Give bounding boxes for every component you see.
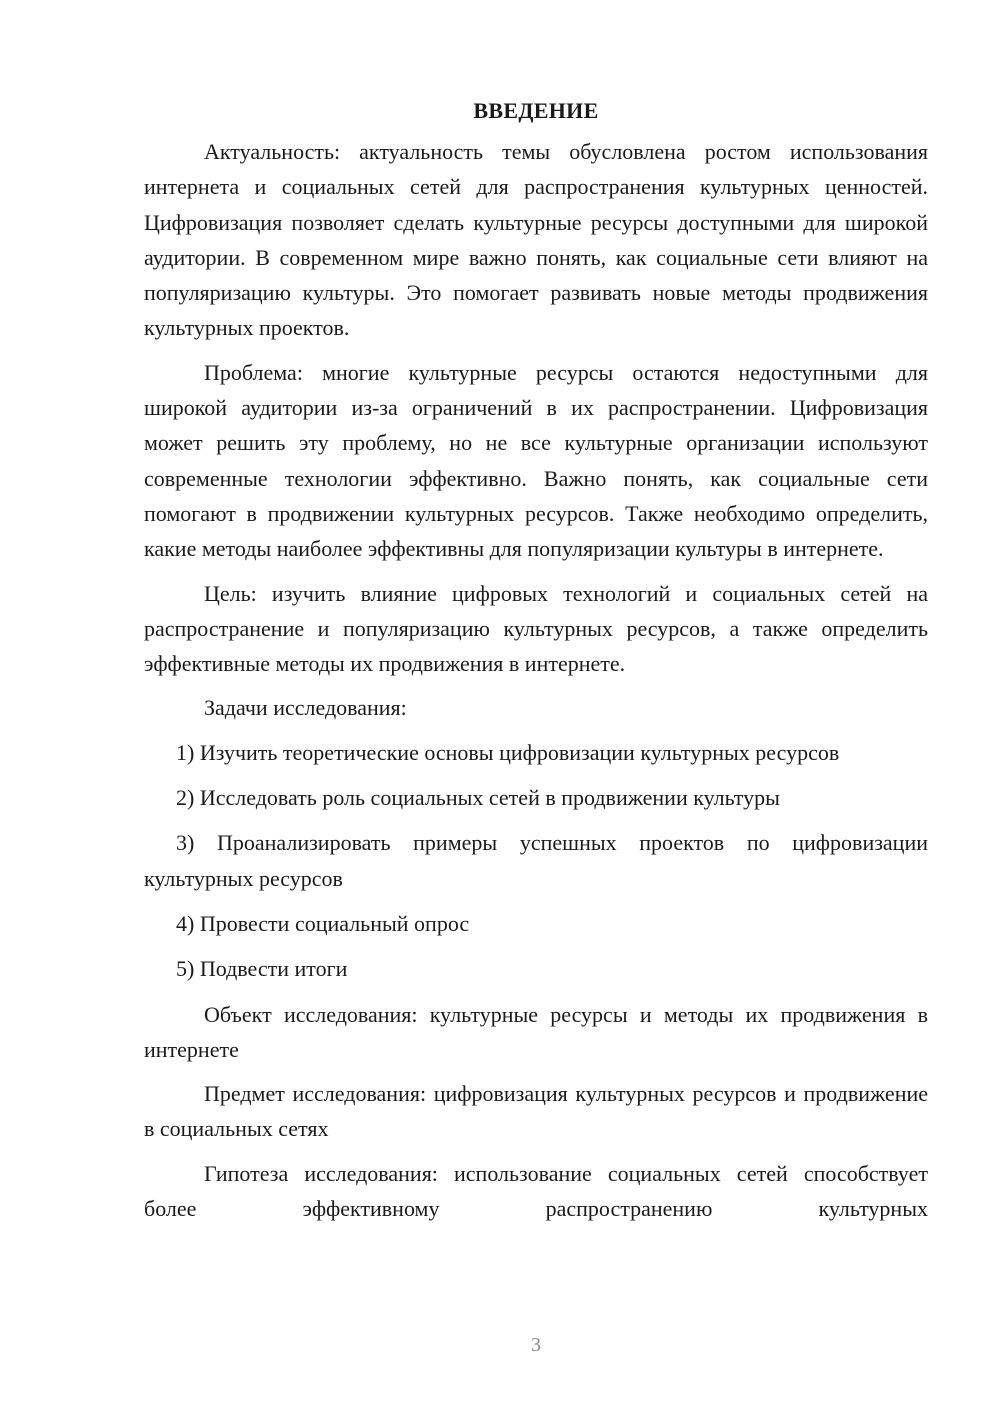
section-heading: ВВЕДЕНИЕ <box>473 98 599 123</box>
task-item-4: 4) Провести социальный опрос <box>176 910 470 936</box>
hypothesis-paragraph: Гипотеза исследования: использование социальных сетей способствует более эффективному распространению культурных <box>144 1160 928 1222</box>
goal-paragraph: Цель: изучить влияние цифровых технологий и социальных сетей на распространение и популяризацию культурных ресурсов, а также определить эффективные методы их продвижения в интернете. <box>144 580 928 677</box>
task-item-2: 2) Исследовать роль социальных сетей в продвижении культуры <box>176 785 780 811</box>
page-number: 3 <box>531 1334 541 1356</box>
problem-paragraph: Проблема: многие культурные ресурсы остаются недоступными для широкой аудитории из-за ограничений в их распространении. Цифровизация может решить эту проблему, но не все культурные организации используют современные технологии эффективно. Важно понять, как социальные сети помогают в продвижении культурных ресурсов. Также необходимо определить, какие методы наиболее эффективны для популяризации культуры в интернете. <box>144 359 928 562</box>
task-item-1: 1) Изучить теоретические основы цифровизации культурных ресурсов <box>176 739 840 765</box>
page-content <box>144 96 928 1235</box>
task-item-5: 5) Подвести итоги <box>176 956 348 982</box>
object-paragraph: Объект исследования: культурные ресурсы и методы их продвижения в интернете <box>144 1001 928 1062</box>
subject-paragraph: Предмет исследования: цифровизация культурных ресурсов и продвижение в социальных сетях <box>144 1081 928 1142</box>
relevance-paragraph: Актуальность: актуальность темы обусловлена ростом использования интернета и социальных сетей для распространения культурных ценностей. Цифровизация позволяет сделать культурные ресурсы доступными для широкой аудитории. В современном мире важно понять, как социальные сети влияют на популяризацию культуры. Это помогает развивать новые методы продвижения культурных проектов. <box>144 139 928 341</box>
tasks-title: Задачи исследования: <box>204 695 407 721</box>
task-item-3: 3) Проанализировать примеры успешных проектов по цифровизации культурных ресурсов <box>144 830 928 891</box>
